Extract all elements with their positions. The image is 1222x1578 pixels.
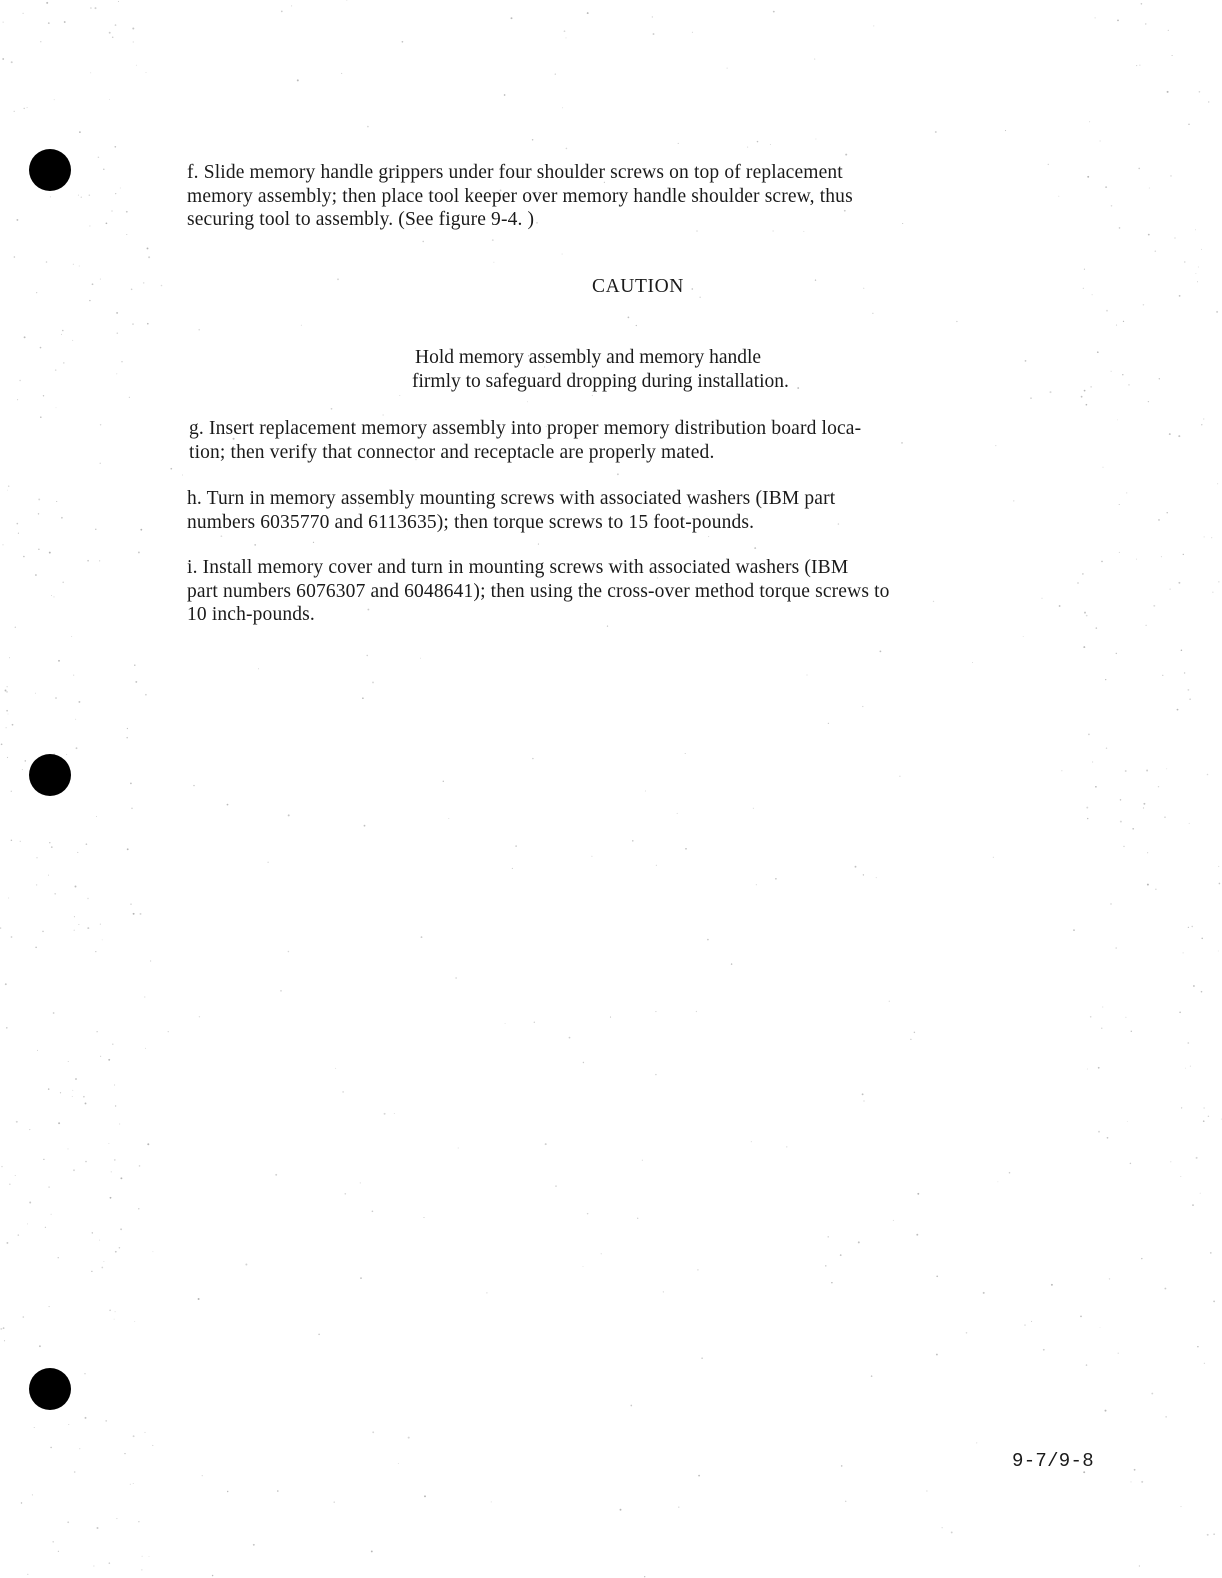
punch-hole-middle xyxy=(29,754,71,796)
step-f-line: securing tool to assembly. (See figure 9-4. ) xyxy=(187,209,535,230)
step-f-line: memory assembly; then place tool keeper over memory handle shoulder screw, thus xyxy=(187,185,853,207)
step-i-line: 10 inch-pounds. xyxy=(187,604,315,625)
caution-line: Hold memory assembly and memory handle xyxy=(415,347,762,368)
step-g-line: g. Insert replacement memory assembly into proper memory distribution board loca- xyxy=(189,418,862,439)
page-number: 9-7/9-8 xyxy=(1012,1450,1094,1472)
punch-hole-bottom xyxy=(29,1368,71,1410)
step-i-line: i. Install memory cover and turn in mounting screws with associated washers (IBM xyxy=(187,557,849,578)
caution-text xyxy=(398,346,918,393)
step-h-line: h. Turn in memory assembly mounting screws with associated washers (IBM part xyxy=(187,488,836,509)
step-i xyxy=(187,556,890,627)
step-h-line: numbers 6035770 and 6113635); then torque screws to 15 foot-pounds. xyxy=(187,511,755,533)
step-i-line: part numbers 6076307 and 6048641); then using the cross-over method torque screws to xyxy=(187,580,890,602)
caution-line: firmly to safeguard dropping during installation. xyxy=(412,370,789,392)
step-g-line: tion; then verify that connector and receptacle are properly mated. xyxy=(189,441,715,463)
step-g xyxy=(189,417,861,464)
caution-heading: CAUTION xyxy=(592,276,684,297)
step-f xyxy=(187,161,853,232)
step-h xyxy=(187,487,835,534)
punch-hole-top xyxy=(29,149,71,191)
step-f-line: f. Slide memory handle grippers under four shoulder screws on top of replacement xyxy=(187,162,843,183)
